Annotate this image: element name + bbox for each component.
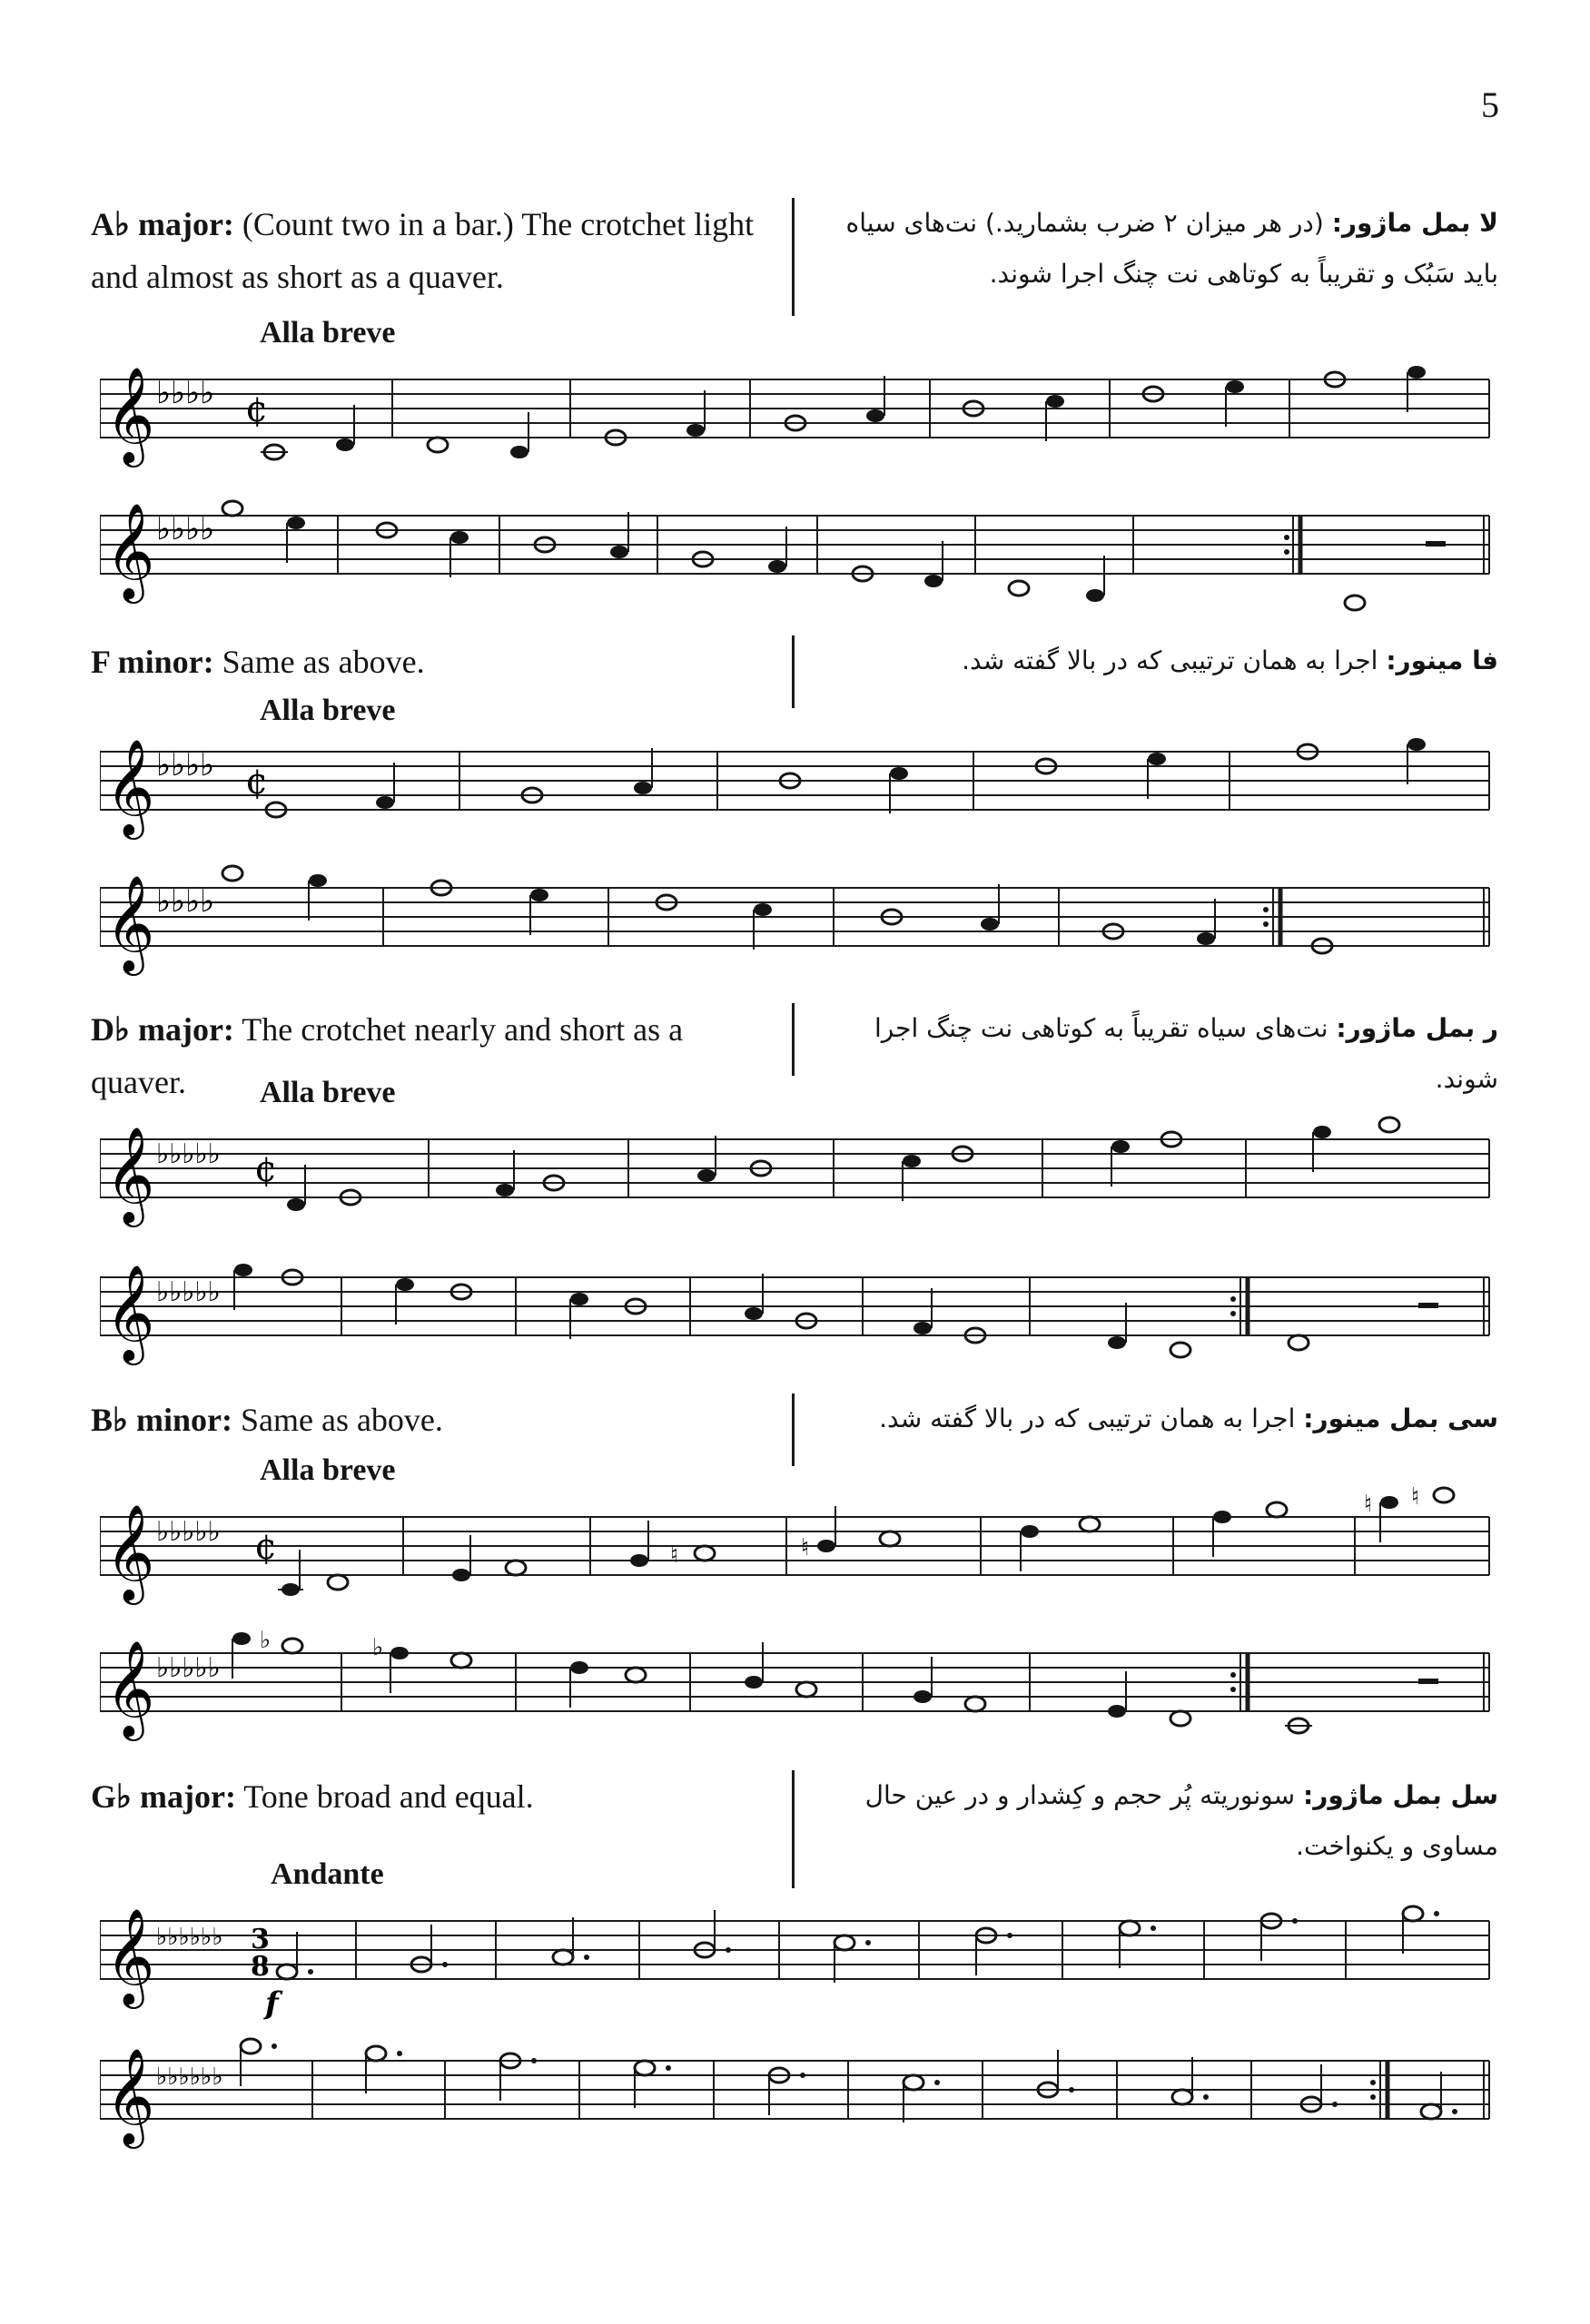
svg-text:♭♭♭♭♭: ♭♭♭♭♭ (156, 1516, 221, 1548)
music-staff (100, 1241, 1498, 1377)
svg-text:♭: ♭ (372, 1634, 384, 1661)
staff-notation (100, 1241, 1498, 1377)
music-staff (100, 1617, 1498, 1753)
exercise-heading-en (91, 1003, 781, 1108)
exercise-heading-fa (819, 1393, 1498, 1444)
dynamic-marking: f (265, 1985, 279, 2021)
svg-text:𝄞: 𝄞 (105, 874, 155, 971)
key-name-fa: سی بمل مینور: (1303, 1403, 1498, 1433)
music-staff (100, 1885, 1498, 2021)
svg-text:♮: ♮ (801, 1534, 810, 1561)
svg-text:♭♭♭♭♭: ♭♭♭♭♭ (156, 1138, 221, 1170)
exercise-heading-fa (819, 1770, 1498, 1872)
staff-notation (100, 343, 1498, 479)
svg-text:𝄞: 𝄞 (105, 1503, 155, 1600)
exercise-instruction-fa: سونوریته پُر حجم و کِشدار و در عین حال مساوی و یکنواخت. (864, 1780, 1498, 1861)
tempo-marking: Alla breve (260, 1076, 396, 1109)
staff-notation (100, 2024, 1498, 2161)
staff-notation (100, 479, 1498, 615)
column-divider (792, 635, 795, 708)
key-name: A♭ major: (91, 206, 234, 242)
exercise-heading-fa (819, 1003, 1498, 1105)
svg-text:♭♭♭♭♭: ♭♭♭♭♭ (156, 1276, 221, 1308)
exercise-instruction: Same as above. (232, 1402, 443, 1438)
key-name-fa: ر بمل ماژور: (1336, 1013, 1498, 1043)
svg-text:♮: ♮ (670, 1541, 679, 1569)
key-name: G♭ major: (91, 1778, 236, 1815)
exercise-heading-en (91, 1393, 781, 1446)
column-divider (792, 1003, 795, 1076)
key-name: F minor: (91, 644, 214, 680)
svg-text:¢: ¢ (254, 1526, 278, 1568)
svg-text:𝄞: 𝄞 (105, 1264, 155, 1361)
svg-text:♭♭♭♭: ♭♭♭♭ (156, 747, 215, 783)
exercise-instruction-fa: اجرا به همان ترتیبی که در بالا گفته شد. (879, 1403, 1304, 1433)
staff-notation (100, 1481, 1498, 1617)
exercise-instruction: The crotchet nearly and short as a quaver. (91, 1011, 684, 1100)
exercise-instruction: (Count two in a bar.) The crotchet light and almost as short as a quaver. (91, 206, 755, 295)
svg-text:♭: ♭ (260, 1627, 272, 1654)
staff-notation (100, 715, 1498, 852)
key-name-fa: سل بمل ماژور: (1303, 1780, 1498, 1810)
svg-text:♭♭♭♭: ♭♭♭♭ (156, 375, 215, 411)
music-staff (100, 1103, 1498, 1239)
column-divider (792, 1393, 795, 1466)
svg-text:♮: ♮ (1411, 1483, 1420, 1511)
staff-notation (100, 1103, 1498, 1239)
svg-text:¢: ¢ (245, 389, 269, 430)
key-name-fa: فا مینور: (1386, 645, 1498, 675)
svg-text:♮: ♮ (1364, 1491, 1373, 1518)
music-staff (100, 479, 1498, 615)
svg-text:𝄞: 𝄞 (105, 1907, 155, 2004)
exercise-heading-en (91, 198, 781, 303)
svg-text:𝄞: 𝄞 (105, 502, 155, 599)
music-staff (100, 715, 1498, 852)
svg-text:♭♭♭♭: ♭♭♭♭ (156, 511, 215, 547)
svg-text:𝄞: 𝄞 (105, 366, 155, 463)
svg-text:♭♭♭♭♭♭: ♭♭♭♭♭♭ (156, 2063, 223, 2091)
exercise-instruction-fa: نت‌های سیاه تقریباً به کوتاهی نت چنگ اجرا شوند. (874, 1013, 1498, 1094)
key-name: D♭ major: (91, 1011, 234, 1048)
exercise-instruction: Tone broad and equal. (235, 1778, 534, 1815)
staff-notation (100, 1885, 1498, 2021)
exercise-heading-fa (819, 198, 1498, 300)
page-number: 5 (1481, 84, 1499, 125)
staff-notation (100, 852, 1498, 988)
staff-notation (100, 1617, 1498, 1753)
svg-text:♭♭♭♭♭: ♭♭♭♭♭ (156, 1652, 221, 1684)
column-divider (792, 1770, 795, 1888)
key-name: B♭ minor: (91, 1402, 232, 1438)
svg-text:3: 3 (251, 1924, 270, 1955)
column-divider (792, 198, 795, 316)
svg-text:𝄞: 𝄞 (105, 1126, 155, 1223)
svg-text:8: 8 (251, 1951, 270, 1983)
music-staff (100, 1481, 1498, 1617)
exercise-instruction-fa: (در هر میزان ۲ ضرب بشمارید.) نت‌های سیاه باید سَبُک و تقریباً به کوتاهی نت چنگ اجرا شوند. (845, 208, 1498, 289)
svg-text:♭♭♭♭: ♭♭♭♭ (156, 883, 215, 920)
tempo-marking: Alla breve (260, 694, 396, 727)
exercise-heading-en (91, 635, 781, 688)
exercise-instruction: Same as above. (213, 644, 425, 680)
music-staff (100, 852, 1498, 988)
key-name-fa: لا بمل ماژور: (1331, 208, 1498, 238)
svg-text:¢: ¢ (245, 761, 269, 803)
svg-text:¢: ¢ (254, 1148, 278, 1190)
tempo-marking: Alla breve (260, 1453, 396, 1487)
svg-text:♭♭♭♭♭♭: ♭♭♭♭♭♭ (156, 1924, 223, 1951)
exercise-heading-fa (819, 635, 1498, 686)
tempo-marking: Andante (271, 1857, 384, 1891)
svg-text:𝄞: 𝄞 (105, 1640, 155, 1737)
exercise-instruction-fa: اجرا به همان ترتیبی که در بالا گفته شد. (962, 645, 1387, 675)
exercise-heading-en (91, 1770, 781, 1823)
svg-text:𝄞: 𝄞 (105, 2047, 155, 2144)
svg-text:𝄞: 𝄞 (105, 738, 155, 835)
music-staff (100, 343, 1498, 479)
tempo-marking: Alla breve (260, 316, 396, 350)
music-staff (100, 2024, 1498, 2161)
